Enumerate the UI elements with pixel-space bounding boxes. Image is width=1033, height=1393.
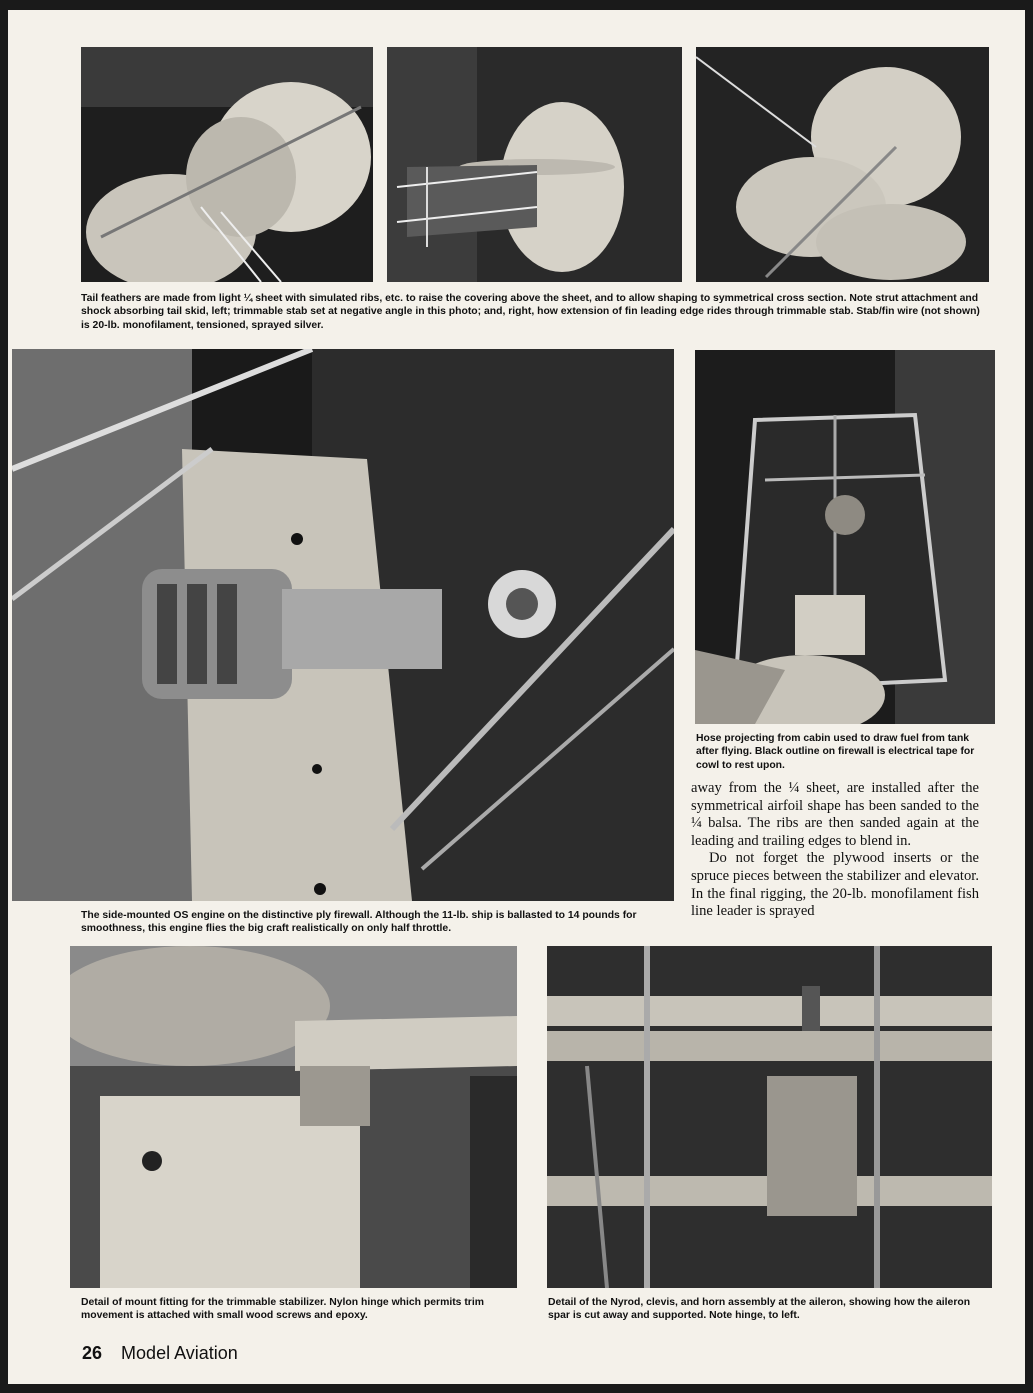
caption-aileron: Detail of the Nyrod, clevis, and horn assembly at the aileron, showing how the aileron spar is cut away and supported. Note hinge, to left.	[548, 1297, 971, 1322]
article-paragraph-2: Do not forget the plywood inserts or the spruce pieces between the stabilizer and elevator. In the final rigging, the 20-lb. monofilament fish line leader is sprayed	[691, 850, 979, 920]
photo-stab-mount	[70, 946, 517, 1288]
page-footer	[82, 1343, 238, 1364]
caption-stab-mount: Detail of mount fitting for the trimmable stabilizer. Nylon hinge which permits trim movement is attached with small wood screws and epoxy.	[81, 1297, 484, 1322]
caption-cabin: Hose projecting from cabin used to draw fuel from tank after flying. Black outline on firewall is electrical tape for cowl to rest upon.	[696, 733, 975, 771]
page-number: 26	[82, 1343, 103, 1363]
photo-engine	[12, 349, 674, 901]
article-body	[691, 780, 979, 921]
caption-tail-feathers: Tail feathers are made from light ¼ sheet with simulated ribs, etc. to raise the covering above the sheet, and to allow shaping to symmetrical cross section. Note strut attachment and shock absorbing tail skid, left; trimmable stab set at negative angle in this photo; and, right, how extension of fin leading edge rides through trimmable stab. Stab/fin wire (not shown) is 20-lb. monofilament, tensioned, sprayed silver.	[81, 293, 980, 331]
photo-cabin	[695, 350, 995, 724]
photo-tail-right	[696, 47, 989, 282]
magazine-title: Model Aviation	[121, 1343, 238, 1363]
caption-engine: The side-mounted OS engine on the distinctive ply firewall. Although the 11-lb. ship is ballasted to 14 pounds for smoothness, this engine flies the big craft realistically on only half throttle.	[81, 910, 637, 935]
article-paragraph-1: away from the ¼ sheet, are installed after the symmetrical airfoil shape has been sanded to the ¼ balsa. The ribs are then sanded again at the leading and trailing edges to blend in.	[691, 780, 979, 849]
magazine-page	[8, 10, 1025, 1384]
photo-tail-left	[81, 47, 373, 282]
photo-aileron	[547, 946, 992, 1288]
photo-tail-center	[387, 47, 682, 282]
